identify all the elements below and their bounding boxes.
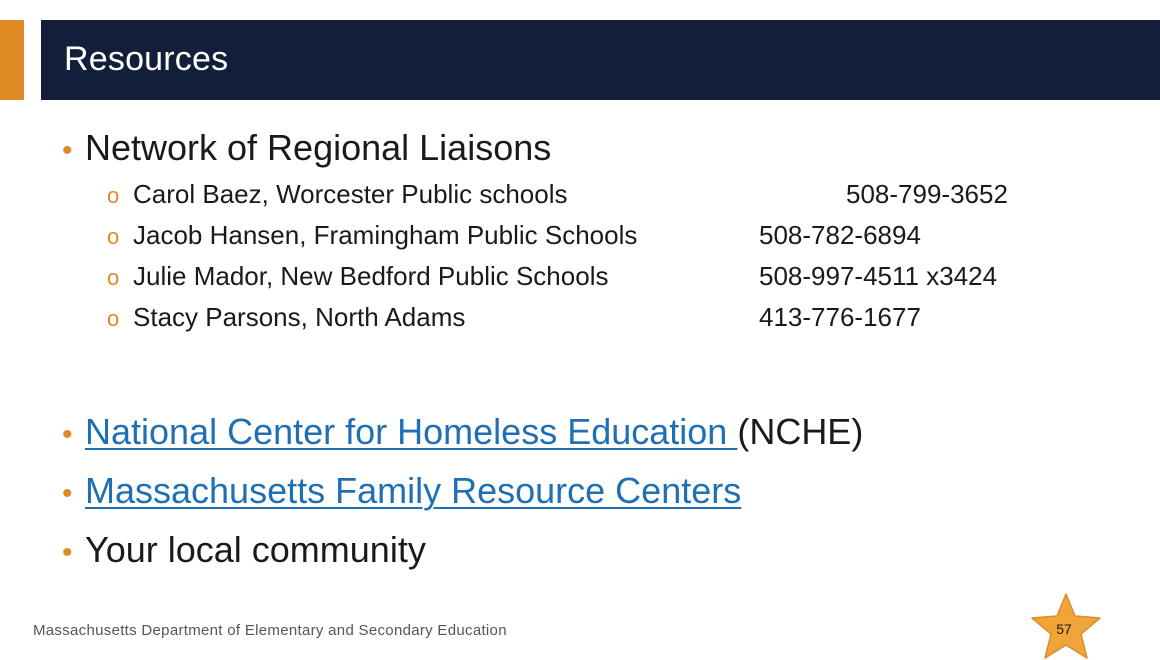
accent-bar <box>0 20 24 100</box>
liaison-name: Julie Mador, New Bedford Public Schools <box>133 261 609 291</box>
list-item <box>107 298 1057 339</box>
bullet-icon: • <box>62 477 73 510</box>
liaison-list <box>107 175 1057 339</box>
sub-bullet-icon: o <box>107 306 120 331</box>
page-number: 57 <box>1056 621 1072 637</box>
liaison-phone: 508-782-6894 <box>759 220 921 250</box>
footer-org: Massachusetts Department of Elementary and Secondary Education <box>33 622 507 639</box>
nche-suffix: (NCHE) <box>737 411 864 452</box>
list-item <box>107 257 1057 298</box>
sub-bullet-icon: o <box>107 183 120 208</box>
bullet-icon: • <box>62 134 73 167</box>
liaison-name: Stacy Parsons, North Adams <box>133 302 466 332</box>
title-bar <box>41 20 1160 100</box>
list-item <box>107 216 1057 257</box>
mfrc-link[interactable]: Massachusetts Family Resource Centers <box>85 470 742 511</box>
liaison-phone: 413-776-1677 <box>759 302 921 332</box>
bullet-mfrc <box>62 470 741 515</box>
sub-bullet-icon: o <box>107 224 120 249</box>
bullet-liaisons <box>62 127 551 172</box>
bullet-text: Network of Regional Liaisons <box>85 127 552 168</box>
nche-link[interactable]: National Center for Homeless Education <box>85 411 738 452</box>
bullet-text: Your local community <box>85 529 426 570</box>
sub-bullet-icon: o <box>107 265 120 290</box>
liaison-name: Jacob Hansen, Framingham Public Schools <box>133 220 638 250</box>
bullet-icon: • <box>62 536 73 569</box>
page-title: Resources <box>64 40 229 78</box>
liaison-phone: 508-799-3652 <box>846 179 1008 209</box>
liaison-phone: 508-997-4511 x3424 <box>759 261 998 291</box>
list-item <box>107 175 1057 216</box>
bullet-icon: • <box>62 418 73 451</box>
bullet-community <box>62 529 426 574</box>
liaison-name: Carol Baez, Worcester Public schools <box>133 179 568 209</box>
bullet-nche <box>62 411 863 456</box>
